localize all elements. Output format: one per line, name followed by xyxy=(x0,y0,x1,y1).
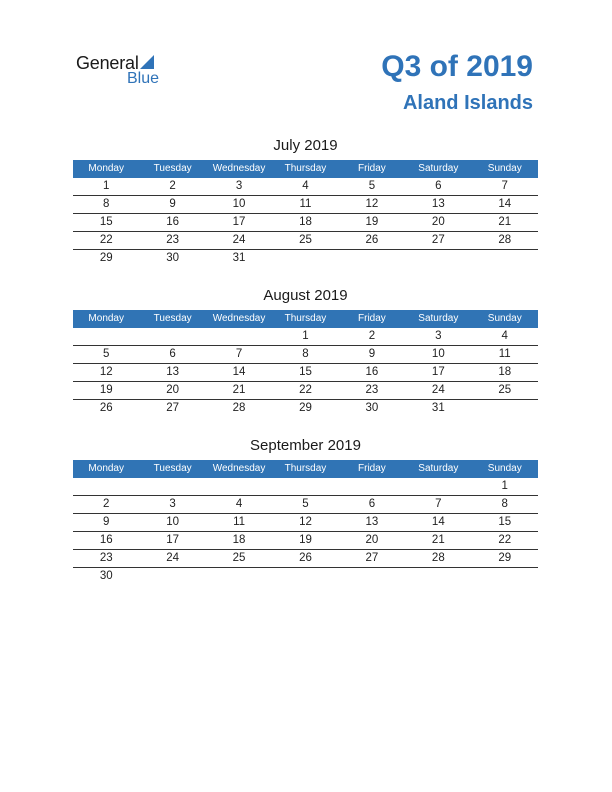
month-title: August 2019 xyxy=(263,287,348,304)
day-cell: 24 xyxy=(431,384,445,396)
week-row xyxy=(73,250,538,267)
day-cell: 7 xyxy=(235,348,243,360)
generalblue-logo xyxy=(76,53,176,89)
day-cell xyxy=(472,250,538,267)
week-row xyxy=(73,478,538,496)
weekday-header: Wednesday xyxy=(212,163,266,174)
day-cell: 2 xyxy=(169,180,176,192)
weekday-header: Sunday xyxy=(487,163,522,174)
day-cell xyxy=(339,250,405,267)
day-cell: 26 xyxy=(99,402,113,414)
day-cell: 3 xyxy=(435,330,442,342)
day-cell: 16 xyxy=(99,534,113,546)
day-cell: 12 xyxy=(299,516,312,528)
page-subtitle: Aland Islands xyxy=(402,92,533,114)
day-cell xyxy=(472,568,538,585)
day-cell: 30 xyxy=(166,252,180,264)
day-cell xyxy=(339,568,405,585)
day-cell: 26 xyxy=(365,234,379,246)
day-cell: 19 xyxy=(365,216,379,228)
day-cell: 5 xyxy=(368,180,376,192)
day-cell xyxy=(272,250,338,267)
week-row xyxy=(73,328,538,346)
day-cell: 25 xyxy=(498,384,512,396)
weekday-header: Sunday xyxy=(487,463,522,474)
weekday-header: Friday xyxy=(358,463,386,474)
day-cell: 2 xyxy=(368,330,376,342)
day-cell: 6 xyxy=(368,498,376,510)
weekday-header: Wednesday xyxy=(212,313,266,324)
day-cell xyxy=(139,568,205,585)
day-cell: 7 xyxy=(435,498,442,510)
day-cell: 8 xyxy=(501,498,508,510)
day-cell: 23 xyxy=(365,384,379,396)
day-cell: 15 xyxy=(99,216,113,228)
day-cell: 16 xyxy=(365,366,379,378)
weekday-header: Thursday xyxy=(284,163,327,174)
day-cell: 4 xyxy=(235,498,243,510)
weekday-header: Thursday xyxy=(284,313,327,324)
day-cell xyxy=(206,478,272,495)
day-cell: 22 xyxy=(99,234,113,246)
day-cell: 15 xyxy=(498,516,512,528)
month-title: September 2019 xyxy=(250,437,361,454)
day-cell: 12 xyxy=(365,198,379,210)
day-cell: 1 xyxy=(501,480,508,492)
weekday-header: Sunday xyxy=(487,313,522,324)
day-cell: 27 xyxy=(431,234,445,246)
day-cell xyxy=(405,478,471,495)
week-row xyxy=(73,514,538,532)
day-cell: 28 xyxy=(498,234,512,246)
day-cell: 1 xyxy=(302,330,309,342)
weekday-header-row xyxy=(73,460,538,478)
day-cell: 20 xyxy=(166,384,180,396)
day-cell xyxy=(405,250,471,267)
day-cell: 9 xyxy=(368,348,376,360)
day-cell: 10 xyxy=(232,198,246,210)
month-calendar xyxy=(73,136,538,267)
day-cell: 27 xyxy=(365,552,379,564)
page-title: Q3 of 2019 xyxy=(381,50,533,83)
day-cell xyxy=(339,478,405,495)
day-cell: 10 xyxy=(166,516,180,528)
week-row xyxy=(73,232,538,250)
day-cell: 3 xyxy=(169,498,176,510)
week-row xyxy=(73,382,538,400)
day-cell: 7 xyxy=(501,180,508,192)
day-cell: 12 xyxy=(99,366,113,378)
weekday-header: Tuesday xyxy=(153,313,192,324)
logo-blue-text: Blue xyxy=(127,70,160,87)
day-cell: 14 xyxy=(232,366,246,378)
weekday-header: Thursday xyxy=(284,463,327,474)
weekday-header-row xyxy=(73,160,538,178)
day-cell: 16 xyxy=(166,216,180,228)
week-row xyxy=(73,178,538,196)
day-cell: 13 xyxy=(166,366,180,378)
week-row xyxy=(73,346,538,364)
weekday-header: Saturday xyxy=(418,463,459,474)
day-cell: 31 xyxy=(232,252,246,264)
day-cell: 27 xyxy=(166,402,180,414)
weekday-header: Monday xyxy=(88,313,124,324)
day-cell: 28 xyxy=(232,402,246,414)
day-cell: 11 xyxy=(299,198,312,210)
month-calendar xyxy=(73,436,538,585)
day-cell xyxy=(73,478,139,495)
weekday-header: Friday xyxy=(358,163,386,174)
weekday-header: Saturday xyxy=(418,313,459,324)
day-cell: 21 xyxy=(431,534,445,546)
day-cell: 4 xyxy=(501,330,508,342)
week-row xyxy=(73,196,538,214)
day-cell: 29 xyxy=(99,252,113,264)
day-cell xyxy=(139,328,205,345)
day-cell: 6 xyxy=(169,348,176,360)
day-cell: 23 xyxy=(166,234,180,246)
day-cell: 18 xyxy=(498,366,512,378)
week-row xyxy=(73,214,538,232)
day-cell: 22 xyxy=(498,534,512,546)
day-cell: 30 xyxy=(99,570,113,582)
weekday-header-row xyxy=(73,310,538,328)
day-cell: 5 xyxy=(103,348,110,360)
day-cell: 21 xyxy=(498,216,512,228)
week-row xyxy=(73,568,538,585)
weekday-header: Tuesday xyxy=(153,163,192,174)
day-cell: 6 xyxy=(435,180,442,192)
day-cell: 17 xyxy=(431,366,445,378)
day-cell: 14 xyxy=(431,516,445,528)
day-cell: 25 xyxy=(299,234,312,246)
day-cell: 20 xyxy=(365,534,379,546)
logo-general-text: General xyxy=(76,53,139,73)
month-title: July 2019 xyxy=(273,137,338,154)
day-cell: 21 xyxy=(232,384,246,396)
weekday-header: Saturday xyxy=(418,163,459,174)
day-cell: 2 xyxy=(103,498,110,510)
day-cell xyxy=(272,568,338,585)
day-cell: 18 xyxy=(232,534,246,546)
month-calendar xyxy=(73,286,538,417)
day-cell xyxy=(206,568,272,585)
week-row xyxy=(73,532,538,550)
day-cell: 29 xyxy=(498,552,512,564)
day-cell: 23 xyxy=(99,552,113,564)
day-cell: 8 xyxy=(103,198,110,210)
day-cell: 20 xyxy=(431,216,445,228)
week-row xyxy=(73,364,538,382)
day-cell: 17 xyxy=(232,216,246,228)
weekday-header: Monday xyxy=(88,163,124,174)
day-cell: 25 xyxy=(232,552,246,564)
day-cell: 1 xyxy=(103,180,110,192)
day-cell: 10 xyxy=(431,348,445,360)
day-cell: 28 xyxy=(431,552,445,564)
weekday-header: Monday xyxy=(88,463,124,474)
day-cell: 14 xyxy=(498,198,512,210)
day-cell: 11 xyxy=(233,516,246,528)
day-cell: 11 xyxy=(498,348,511,360)
day-cell: 3 xyxy=(235,180,243,192)
day-cell xyxy=(405,568,471,585)
day-cell: 18 xyxy=(299,216,312,228)
day-cell: 24 xyxy=(166,552,180,564)
week-row xyxy=(73,400,538,417)
day-cell xyxy=(139,478,205,495)
weekday-header: Wednesday xyxy=(212,463,266,474)
day-cell: 9 xyxy=(169,198,176,210)
day-cell: 4 xyxy=(302,180,309,192)
day-cell: 13 xyxy=(365,516,379,528)
day-cell: 8 xyxy=(302,348,309,360)
day-cell: 19 xyxy=(99,384,113,396)
weekday-header: Friday xyxy=(358,313,386,324)
weekday-header: Tuesday xyxy=(153,463,192,474)
day-cell: 31 xyxy=(431,402,445,414)
day-cell: 19 xyxy=(299,534,312,546)
day-cell: 15 xyxy=(299,366,312,378)
day-cell: 24 xyxy=(232,234,246,246)
day-cell: 9 xyxy=(103,516,110,528)
day-cell: 26 xyxy=(299,552,312,564)
day-cell: 13 xyxy=(431,198,445,210)
day-cell: 30 xyxy=(365,402,379,414)
day-cell: 29 xyxy=(299,402,312,414)
day-cell: 5 xyxy=(302,498,309,510)
day-cell: 22 xyxy=(299,384,312,396)
week-row xyxy=(73,496,538,514)
day-cell xyxy=(272,478,338,495)
day-cell xyxy=(206,328,272,345)
day-cell: 17 xyxy=(166,534,180,546)
day-cell xyxy=(472,400,538,417)
day-cell xyxy=(73,328,139,345)
week-row xyxy=(73,550,538,568)
logo-triangle-icon xyxy=(140,55,154,69)
